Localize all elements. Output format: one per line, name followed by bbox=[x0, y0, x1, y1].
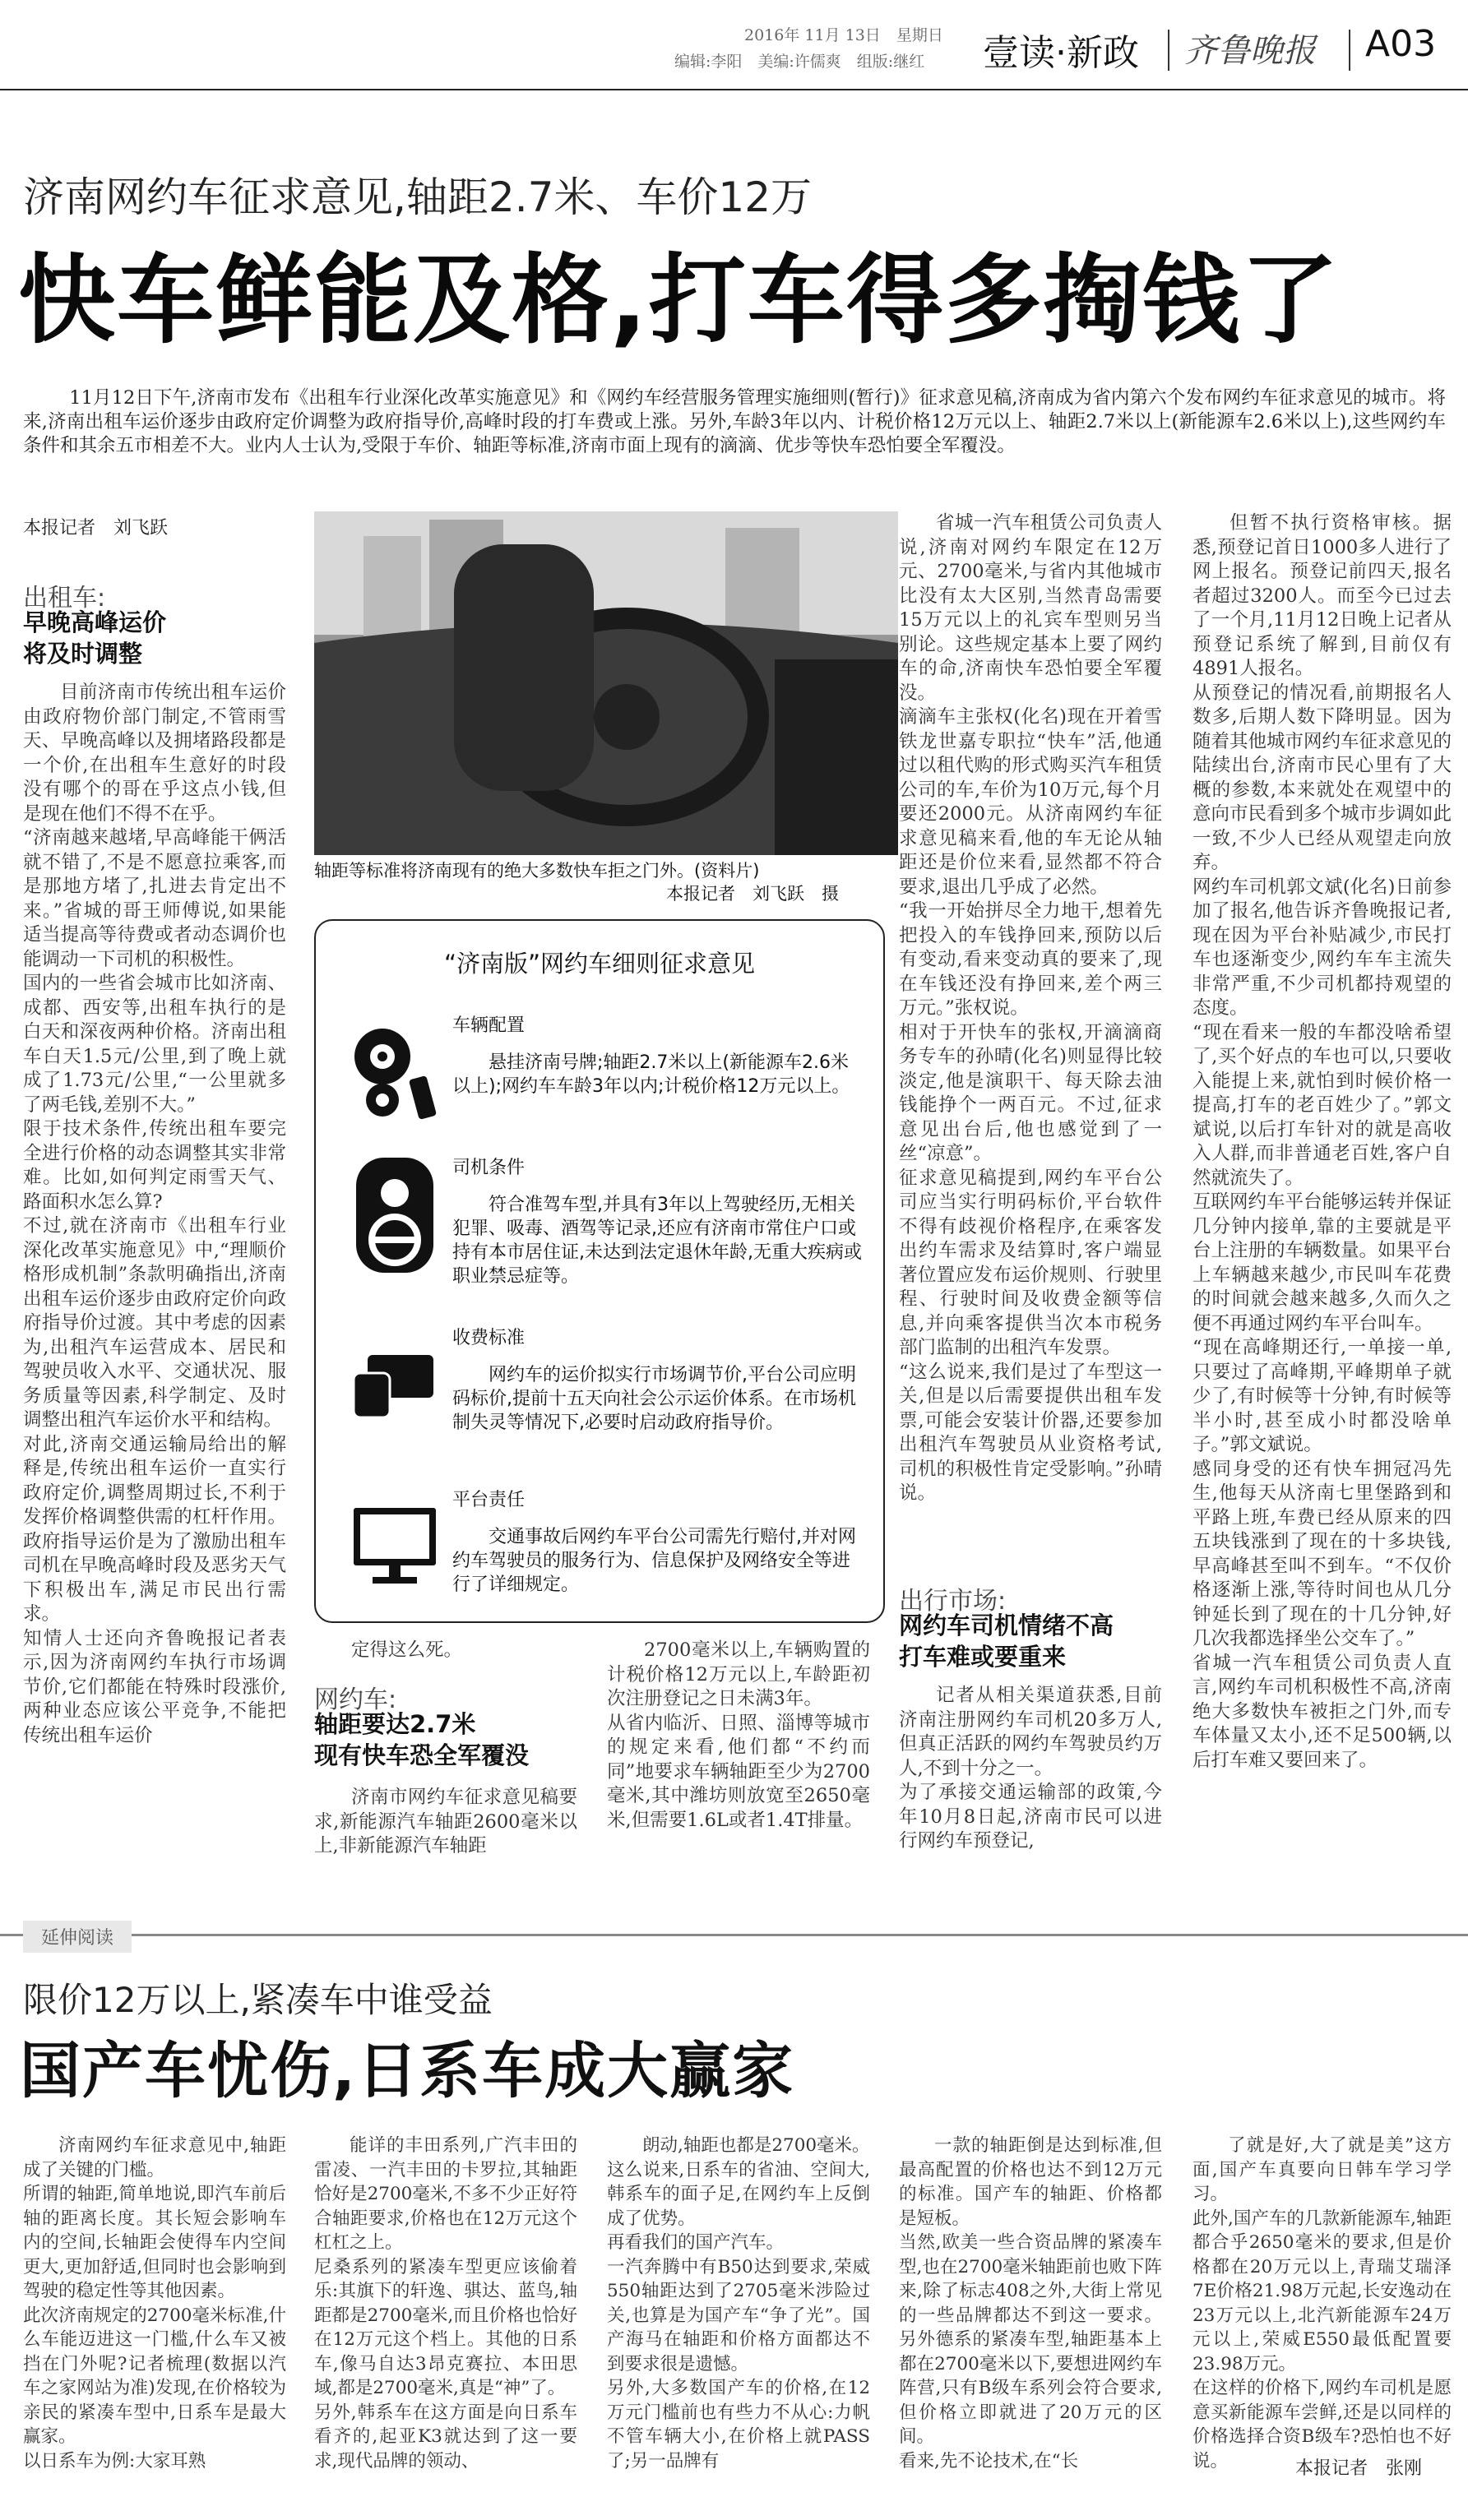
header-divider bbox=[1349, 30, 1350, 71]
info-item-title: 车辆配置 bbox=[452, 1015, 526, 1036]
column-text: 能详的丰田系列,广汽丰田的雷凌、一汽丰田的卡罗拉,其轴距恰好是2700毫米,不多不少正好符合轴距要求,价格也在12万元这个杠杠之上。 尼桑系列的紧凑车型更应该偷着乐:其旗下的轩逸、骐达、蓝鸟,轴距都是2700毫米,而且价格也恰好在12万元这个档上。其他的日系车,像马自达3昂克赛拉、本田思域,都是2700毫米,真是“神”了。 另外,韩系车在这方面是向日系车看齐的,起亚K3就达到了这一要求,现代品牌的领动、 bbox=[314, 2135, 577, 2471]
section-rule bbox=[0, 1934, 1468, 1936]
info-item-body: 网约车的运价拟实行市场调节价,平台公司应明码标价,提前十五天向社会公示运价体系。在市场机制失灵等情况下,必要时启动政府指导价。 bbox=[452, 1365, 856, 1433]
page-number: A03 bbox=[1365, 23, 1437, 65]
tire-icon bbox=[350, 1011, 440, 1118]
lead-paragraph: 11月12日下午,济南市发布《出租车行业深化改革实施意见》和《网约车经营服务管理实施细则(暂行)》征求意见稿,济南成为省内第六个发布网约车征求意见的城市。将来,济南出租车运价逐步由政府定价调整为政府指导价,高峰时段的打车费或上涨。另外,车龄3年以内、计税价格12万元以上、轴距2.7米以上(新能源车2.6米以上),这些网约车条件和其余五市相差不大。业内人士认为,受限于车价、轴距等标准,济南市面上现有的滴滴、优步等快车恐怕要全军覆没。 bbox=[23, 387, 1446, 456]
extended-kicker: 限价12万以上,紧凑车中谁受益 bbox=[23, 1980, 493, 2020]
column-text: 2700毫米以上,车辆购置的计税价格12万元以上,车龄距初次注册登记之日未满3年。 从省内临沂、日照、淄博等城市的规定来看,他们都“不约而同”地要求车辆轴距至少为2700毫米,其中潍坊则放宽至2650毫米,但需要1.6L或者1.4T排量。 bbox=[607, 1639, 870, 1831]
newspaper-logo: 齐鲁晚报 bbox=[1184, 32, 1316, 70]
extended-reading-tag: 延伸阅读 bbox=[23, 1921, 132, 1953]
section-title-line: 轴距要达2.7米 bbox=[314, 1710, 476, 1738]
info-item-title: 司机条件 bbox=[452, 1158, 526, 1178]
section-title-line: 现有快车恐全军覆没 bbox=[314, 1741, 530, 1769]
info-item-body: 悬挂济南号牌;轴距2.7米以上(新能源车2.6米以上);网约车车龄3年以内;计税价格12万元以上。 bbox=[452, 1052, 850, 1097]
section-title-line: 早晚高峰运价 bbox=[23, 608, 167, 636]
weekday: 星期日 bbox=[896, 26, 943, 44]
issue-date bbox=[744, 23, 943, 45]
section-title bbox=[23, 607, 166, 669]
byline: 本报记者 刘飞跃 bbox=[23, 518, 169, 539]
photo-caption: 轴距等标准将济南现有的绝大多数快车拒之门外。(资料片) bbox=[314, 861, 760, 881]
byline: 本报记者 张刚 bbox=[1295, 2458, 1423, 2479]
section-label: 网约车: bbox=[314, 1685, 397, 1714]
column-text: 济南市网约车征求意见稿要求,新能源汽车轴距2600毫米以上,非新能源汽车轴距 bbox=[314, 1787, 577, 1856]
column-text: 济南网约车征求意见中,轴距成了关键的门槛。 所谓的轴距,简单地说,即汽车前后轴的距离长度。其长短会影响车内的空间,长轴距会使得车内空间更大,更加舒适,但同时也会影响到驾驶的稳定性等其他因素。 此次济南规定的2700毫米标准,什么车能迈进这一门槛,什么车又被挡在门外呢?记者梳理(数据以汽车之家网站为准)发现,在价格较为亲民的紧凑车型中,日系车是最大赢家。 以日系车为例:大家耳熟 bbox=[23, 2135, 286, 2471]
column-text: 记者从相关渠道获悉,目前济南注册网约车司机20多万人,但真正活跃的网约车驾驶员约万人,不到十分之一。 为了承接交通运输部的政策,今年10月8日起,济南市民可以进行网约车预登记, bbox=[899, 1685, 1162, 1852]
card-icon bbox=[350, 1348, 440, 1431]
main-kicker: 济南网约车征求意见,轴距2.7米、车价12万 bbox=[23, 173, 813, 221]
section-title-line: 将及时调整 bbox=[23, 640, 143, 668]
section-title-line: 打车难或要重来 bbox=[899, 1643, 1067, 1671]
header-rule bbox=[0, 89, 1468, 90]
section-label: 出租车: bbox=[23, 584, 106, 613]
header-divider bbox=[1168, 30, 1169, 71]
section-name: 壹读·新政 bbox=[983, 32, 1139, 74]
column-text: 定得这么死。 bbox=[351, 1639, 463, 1661]
column-text: 目前济南市传统出租车运价由政府物价部门制定,不管雨雪天、早晚高峰以及拥堵路段都是一个价,在出租车生意好的时段没有哪个的哥在乎这点小钱,但是现在他们不得不在乎。 “济南越来越堵,早高峰能干俩活就不错了,不是不愿意拉乘客,而是那地方堵了,扎进去肯定出不来。”省城的哥王师傅说,如果能适当提高等待费或者动态调价也能调动一下司机的积极性。 国内的一些省会城市比如济南、成都、西安等,出租车执行的是白天和深夜两种价格。济南出租车白天1.5元/公里,到了晚上就成了1.73元/公里,“一公里就多了两毛钱,差别不大。” 限于技术条件,传统出租车要完全进行价格的动态调整其实非常难。比如,如何判定雨雪天气、路面积水怎么算? 不过,就在济南市《出租车行业深化改革实施意见》中,“理顺价格形成机制”条款明确指出,济南出租车运价逐步由政府定价向政府指导价过渡。其中考虑的因素为,出租汽车运营成本、居民和驾驶员收入水平、交通状况、服务质量等因素,科学制定、及时调整出租汽车运价水平和结构。 对此,济南交通运输局给出的解释是,传统出租车运价一直实行政府定价,调整周期过长,不利于发挥价格调整供需的杠杆作用。政府指导运价是为了激励出租车司机在早晚高峰时段及恶劣天气下积极出车,满足市民出行需求。 知情人士还向齐鲁晚报记者表示,因为济南网约车执行市场调节价,它们都能在特殊时段涨价,两种业态应该公平竞争,不能把传统出租车运价 bbox=[23, 682, 286, 1746]
section-title bbox=[314, 1709, 529, 1771]
monitor-icon bbox=[350, 1504, 440, 1594]
section-label: 出行市场: bbox=[899, 1587, 1007, 1616]
column-text: 但暂不执行资格审核。据悉,预登记首日1000多人进行了网上报名。预登记前四天,报名者超过3200人。而至今已过去了一个月,11月12日晚上记者从预登记系统了解到,目前仅有4891人报名。 从预登记的情况看,前期报名人数多,后期人数下降明显。因为随着其他城市网约车征求意见的陆续出台,济南市民心里有了大概的参数,本来就处在观望中的意向市民看到多个城市步调如此一致,不少人已经从观望走向放弃。 网约车司机郭文斌(化名)日前参加了报名,他告诉齐鲁晚报记者,现在因为平台补贴减少,市民打车也逐渐变少,网约车车主流失非常严重,不少司机都持观望的态度。 “现在看来一般的车都没啥希望了,买个好点的车也可以,只要收入能提上来,就怕到时候价格一提高,打车的老百姓少了。”郭文斌说,以后打车针对的就是高收入人群,而非普通老百姓,客户自然就流失了。 互联网约车平台能够运转并保证几分钟内接单,靠的主要就是平台上注册的车辆数量。如果平台上车辆越来越少,市民叫车花费的时间就会越来越多,久而久之便不再通过网约车平台叫车。 “现在高峰期还行,一单接一单,只要过了高峰期,平峰期单子就少了,有时候等十分钟,有时候等半小时,甚至成小时都没啥单子。”郭文斌说。 感同身受的还有快车拥冠冯先生,他每天从济南七里堡路到和平路上班,车费已经从原来的四五块钱涨到了现在的十多块钱,早高峰甚至叫不到车。“不仅价格逐渐上涨,等待时间也从几分钟延长到了现在的十几分钟,好几次我都选择坐公交车了。” 省城一汽车租赁公司负责人直言,网约车司机积极性不高,济南绝大多数快车被拒之门外,而专车体量又太小,还不足500辆,以后打车难又要回来了。 bbox=[1192, 512, 1452, 1771]
section-title bbox=[899, 1610, 1114, 1672]
info-item-body: 符合准驾车型,并具有3年以上驾驶经历,无相关犯罪、吸毒、酒驾等记录,还应有济南市常住户口或持有本市居住证,未达到法定退休年龄,无重大疾病或职业禁忌症等。 bbox=[452, 1195, 862, 1287]
car-interior-illustration bbox=[314, 511, 898, 855]
date: 2016年 11月 13日 bbox=[744, 26, 881, 44]
news-photo bbox=[314, 511, 898, 855]
column-text: 省城一汽车租赁公司负责人说,济南对网约车限定在12万元、2700毫米,与省内其他城市比没有太大区别,当然青岛需要15万元以上的礼宾车型则另当别论。这些规定基本上要了网约车的命,济南快车恐怕要全军覆没。 滴滴车主张权(化名)现在开着雪铁龙世嘉专职拉“快车”活,他通过以租代购的形式购买汽车租赁公司的车,车价为10万元,每个月要还2000元。从济南网约车征求意见稿来看,他的车无论从轴距还是价位来看,显然都不符合要求,退出几乎成了必然。 “我一开始拼尽全力地干,想着先把投入的车钱挣回来,预防以后有变动,看来变动真的要来了,现在车钱还没有挣回来,差个两三万元。”张权说。 相对于开快车的张权,开滴滴商务专车的孙晴(化名)则显得比较淡定,他是演职干、每天除去油钱能挣个一两百元。不过,征求意见出台后,他也感觉到了一丝“凉意”。 征求意见稿提到,网约车平台公司应当实行明码标价,平台软件不得有歧视价格程序,在乘客发出约车需求及结算时,客户端显著位置应发布运价规则、行驶里程、行驶时间及收费金额等信息,并向乘客提供当次本市税务部门监制的出租汽车发票。 “这么说来,我们是过了车型这一关,但是以后需要提供出租车发票,可能会安装计价器,还要参加出租汽车驾驶员从业资格考试,司机的积极性肯定受影响。”孙晴说。 bbox=[899, 512, 1162, 1504]
driver-icon bbox=[350, 1154, 440, 1277]
info-item-body: 交通事故后网约车平台公司需先行赔付,并对网约车驾驶员的服务行为、信息保护及网络安全等进行了详细规定。 bbox=[452, 1527, 856, 1595]
staff-credits: 编辑:李阳 美编:许儒爽 组版:继红 bbox=[674, 53, 925, 71]
main-headline: 快车鲜能及格,打车得多掏钱了 bbox=[18, 243, 1340, 357]
info-box-title: “济南版”网约车细则征求意见 bbox=[443, 950, 756, 978]
column-text: 朗动,轴距也都是2700毫米。 这么说来,日系车的省油、空间大,韩系车的面子足,在网约车上反倒成了优势。 再看我们的国产汽车。 一汽奔腾中有B50达到要求,荣威550轴距达到了2705毫米涉险过关,也算是为国产车“争了光”。国产海马在轴距和价格方面都达不到要求很是遗憾。 另外,大多数国产车的价格,在12万元门槛前也有些力不从心:力帆不管车辆大小,在价格上就PASS了;另一品牌有 bbox=[607, 2135, 870, 2471]
column-text: 了就是好,大了就是美”这方面,国产车真要向日韩车学习学习。 此外,国产车的几款新能源车,轴距都合乎2650毫米的要求,但是价格都在20万元以上,青瑞艾瑞泽7E价格21.98万元起,长安逸动在23万元以上,北汽新能源车24万元以上,荣威E550最低配置要23.98万元。 在这样的价格下,网约车司机是愿意买新能源车尝鲜,还是以同样的价格选择合资B级车?恐怕也不好说。 bbox=[1192, 2135, 1452, 2471]
photo-credit: 本报记者 刘飞跃 摄 bbox=[666, 884, 839, 904]
extended-headline: 国产车忧伤,日系车成大赢家 bbox=[20, 2036, 795, 2106]
section-title-line: 网约车司机情绪不高 bbox=[899, 1611, 1114, 1639]
info-item-title: 收费标准 bbox=[452, 1328, 526, 1348]
info-item-title: 平台责任 bbox=[452, 1490, 526, 1510]
column-text: 一款的轴距倒是达到标准,但最高配置的价格也达不到12万元的标准。国产车的轴距、价格都是短板。 当然,欧美一些合资品牌的紧凑车型,也在2700毫米轴距前也败下阵来,除了标志408之外,大街上常见的一些品牌都达不到这一要求。另外德系的紧凑车型,轴距基本上都在2700毫米以下,要想进网约车阵营,只有B级车系列会符合要求,但价格立即就进了20万元的区间。 看来,先不论技术,在“长 bbox=[899, 2135, 1162, 2471]
